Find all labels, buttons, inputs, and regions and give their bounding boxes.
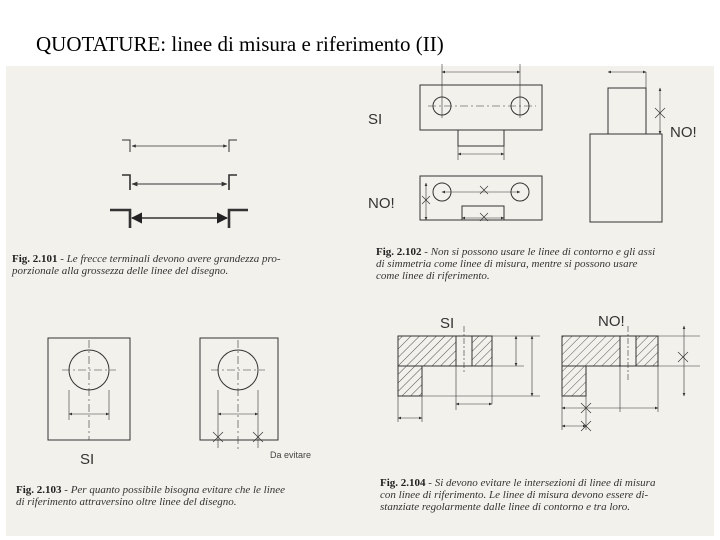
fig-2-101-drawing: [110, 140, 248, 228]
fig-2-102-label-si: SI: [368, 111, 383, 128]
slide-title: QUOTATURE: linee di misura e riferimento (II): [36, 32, 444, 56]
fig-2-104-caption-line-3: stanziate regolarmente dalle linee di contorno e tra loro.: [380, 501, 631, 513]
fig-2-104-label-no: NO!: [598, 313, 625, 330]
fig-2-104-label-si: SI: [440, 315, 455, 332]
fig-2-102-caption-line-2: di simmetria come linee di misura, mentre si possono usare: [376, 258, 638, 270]
fig-2-104-drawing: [398, 326, 700, 431]
fig-2-102-caption-line-1: Fig. 2.102 - Non si possono usare le linee di contorno e gli assi: [376, 246, 656, 258]
fig-2-103-caption-line-2: di riferimento attraversino oltre linee del disegno.: [16, 496, 237, 508]
fig-2-103-drawing: [48, 338, 278, 452]
fig-2-103-caption-line-1: Fig. 2.103 - Per quanto possibile bisogna evitare che le linee: [16, 484, 286, 496]
fig-2-102-drawing: [420, 64, 665, 222]
fig-2-101-caption-line-1: Fig. 2.101 - Le frecce terminali devono avere grandezza pro-: [12, 253, 281, 265]
fig-2-103-label-avoid: Da evitare: [270, 450, 312, 460]
fig-2-104-caption-line-1: Fig. 2.104 - Si devono evitare le intersezioni di linee di misura: [380, 477, 656, 489]
fig-2-102-caption-line-3: come linee di riferimento.: [376, 270, 490, 282]
fig-2-103-label-si: SI: [80, 451, 95, 468]
fig-2-102-label-no-left: NO!: [368, 195, 395, 212]
fig-2-104-caption-line-2: con linee di riferimento. Le linee di misura devono essere di-: [380, 489, 649, 501]
fig-2-102-label-no-right: NO!: [670, 124, 697, 141]
fig-2-101-caption-line-2: porzionale alla grossezza delle linee del disegno.: [12, 265, 229, 277]
